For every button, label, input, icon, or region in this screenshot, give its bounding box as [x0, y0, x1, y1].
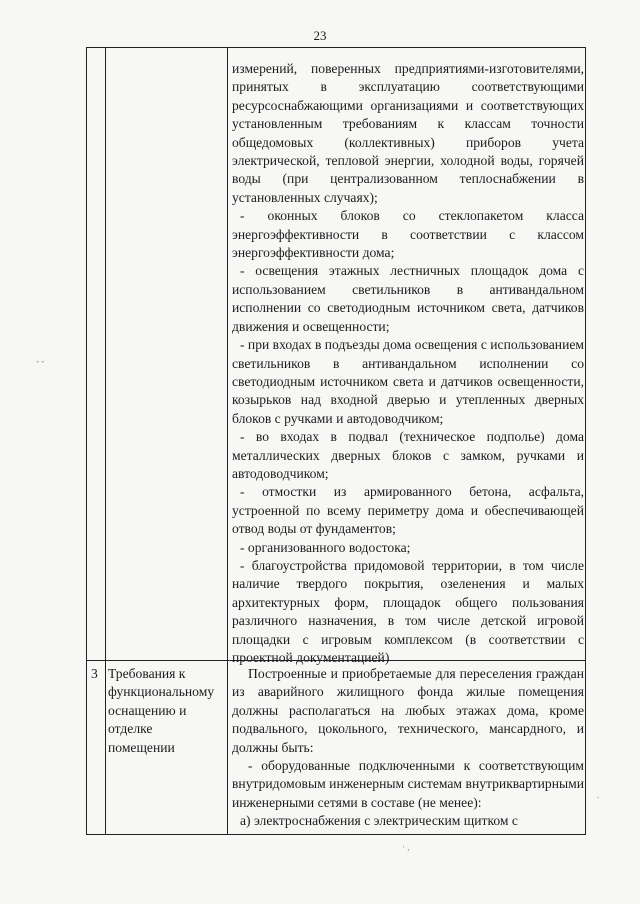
requirement-paragraph: а) электроснабжения с электрическим щитком с: [240, 813, 518, 829]
page-number: 23: [313, 28, 327, 43]
requirement-paragraph: - отмостки из армированного бетона, асфальта, устроенной по всему периметру дома и обеспечивающей отвод воды от фундаментов;: [232, 484, 584, 537]
requirement-paragraph: - оборудованные подключенными к соответствующим внутридомовым инженерным системам внутриквартирными инженерными сетями в составе (не менее):: [232, 758, 584, 810]
column-divider-number: [105, 48, 106, 834]
row-number: 3: [91, 666, 98, 681]
row-title-line: Требования к: [108, 666, 186, 681]
row-title-line: помещении: [108, 739, 175, 755]
row3-requirements: [232, 665, 584, 831]
requirements-table: [86, 47, 586, 835]
requirement-paragraph: - благоустройства придомовой территории, в том числе наличие твердого покрытия, озеленения и малых архитектурных форм, площадок общего пользования различного назначения, в том числе детской игровой площадки с игровым комплексом (в соответствии с проектной документацией): [232, 557, 584, 665]
row-title-line: отделке: [108, 721, 153, 737]
row-title: [108, 665, 228, 757]
requirement-paragraph: - при входах в подъезды дома освещения с использованием светильников в антивандальном исполнении со светодиодным источником света и датчиков освещенности, козырьков над входной дверью и утепленных дверных блоков с ручками и автодоводчиком;: [232, 337, 584, 426]
requirement-paragraph: Построенные и приобретаемые для переселения граждан из аварийного жилищного фонда жилые помещения должны располагаться на любых этажах дома, кроме подвального, цокольного, технического, мансардного, и должны быть:: [232, 666, 584, 755]
continued-row-requirements: [232, 60, 584, 667]
scan-artifact: · ,: [402, 842, 410, 852]
requirement-paragraph: - во входах в подвал (техническое подполье) дома металлических дверных блоков с замком, ручками и автодоводчиком;: [232, 429, 584, 481]
requirement-paragraph: - организованного водостока;: [240, 539, 411, 555]
requirement-paragraph: - освещения этажных лестничных площадок дома с использованием светильников в антивандальном исполнении со светодиодным источником света, датчиков движения и освещенности;: [232, 263, 584, 334]
scan-artifact: ‐ -: [36, 356, 45, 366]
row-title-line: оснащению и: [108, 702, 187, 718]
row-title-line: функциональному: [108, 684, 215, 700]
requirement-paragraph: - оконных блоков со стеклопакетом класса энергоэффективности в соответствии с классом энергоэффективности дома;: [232, 208, 584, 261]
requirement-paragraph: измерений, поверенных предприятиями-изготовителями, принятых в эксплуатацию соответствующими ресурсоснабжающими организациями и соответствующих установленным требованиям к классам точности общедомовых (коллективных) приборов учета электрической, тепловой энергии, холодной воды, горячей воды (при централизованном теплоснабжении в установленных случаях);: [232, 61, 584, 205]
scan-artifact: .: [597, 790, 600, 800]
